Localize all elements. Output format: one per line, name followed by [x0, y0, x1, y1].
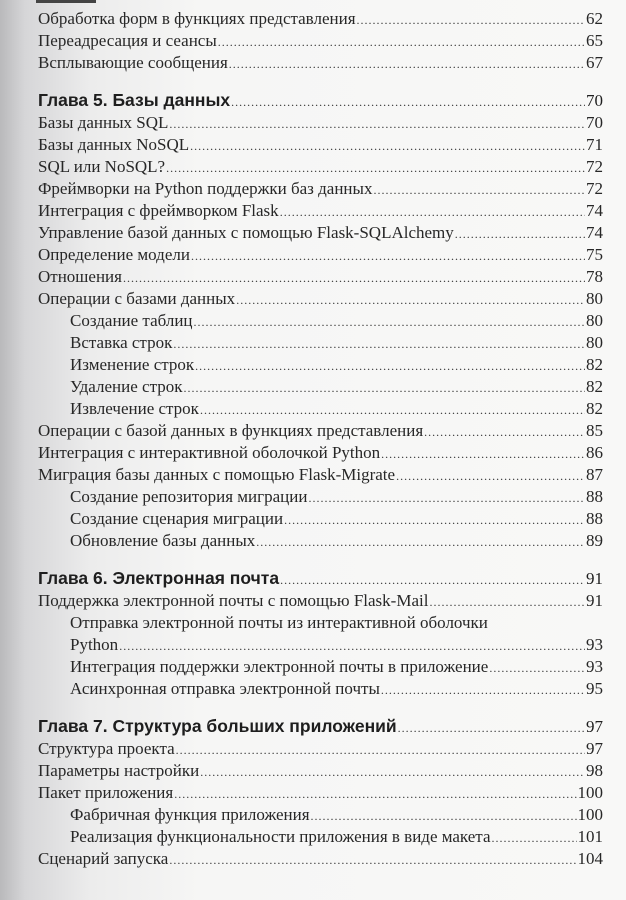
dot-leader [398, 716, 585, 740]
toc-entry [38, 508, 603, 530]
dot-leader [236, 289, 585, 311]
toc-entry [38, 30, 603, 52]
toc-entry [38, 376, 603, 398]
entry-page: 95 [586, 679, 603, 698]
entry-title: Создание сценария миграции [70, 509, 284, 528]
chapter-heading [38, 714, 603, 738]
entry-page: 67 [586, 53, 603, 72]
toc-entry [38, 134, 603, 156]
entry-title: SQL или NoSQL? [38, 157, 166, 176]
entry-page: 62 [586, 9, 603, 28]
chapter-heading [38, 566, 603, 590]
toc-entry [38, 634, 603, 656]
dot-leader [256, 531, 585, 553]
entry-title: Управление базой данных с помощью Flask-SQLAlchemy [38, 223, 454, 242]
chapter-page: 97 [586, 717, 603, 736]
entry-page: 89 [586, 531, 603, 550]
chapter-heading [38, 88, 603, 112]
dot-leader [229, 53, 585, 75]
entry-title: Поддержка электронной почты с помощью Flask-Mail [38, 591, 429, 610]
entry-title: Операции с базами данных [38, 289, 236, 308]
toc-entry [38, 266, 603, 288]
toc-entry [38, 442, 603, 464]
entry-page: 72 [586, 157, 603, 176]
entry-page: 98 [586, 761, 603, 780]
dot-leader [194, 311, 585, 333]
entry-page: 100 [577, 783, 603, 802]
entry-title: Структура проекта [38, 739, 175, 758]
dot-leader [308, 487, 585, 509]
entry-page: 74 [586, 223, 603, 242]
dot-leader [218, 31, 585, 53]
entry-title: Создание репозитория миграции [70, 487, 308, 506]
entry-page: 88 [586, 509, 603, 528]
entry-title: Определение модели [38, 245, 190, 264]
entry-title: Интеграция с фреймворком Flask [38, 201, 279, 220]
entry-page: 70 [586, 113, 603, 132]
dot-leader [429, 591, 585, 613]
entry-title-line: Отправка электронной почты из интерактивной оболочки [70, 613, 488, 632]
toc-entry [38, 398, 603, 420]
chapter-page: 91 [586, 569, 603, 588]
entry-page: 80 [586, 333, 603, 352]
dot-leader [284, 509, 585, 531]
toc-entry [38, 826, 603, 848]
entry-page: 100 [577, 805, 603, 824]
entry-title: Интеграция поддержки электронной почты в приложение [70, 657, 489, 676]
toc-entry [38, 244, 603, 266]
dot-leader [169, 849, 576, 871]
entry-title: Python [70, 635, 119, 654]
dot-leader [190, 135, 585, 157]
entry-title: Обновление базы данных [70, 531, 256, 550]
entry-title: Пакет приложения [38, 783, 174, 802]
toc-entry [38, 8, 603, 30]
toc-entry [38, 156, 603, 178]
entry-title: Удаление строк [70, 377, 183, 396]
toc-entry [38, 486, 603, 508]
dot-leader [373, 179, 585, 201]
entry-title: Сценарий запуска [38, 849, 169, 868]
toc-entry [38, 354, 603, 376]
entry-page: 93 [586, 635, 603, 654]
dot-leader [119, 635, 585, 657]
entry-page: 88 [586, 487, 603, 506]
entry-page: 104 [577, 849, 603, 868]
entry-title: Фабричная функция приложения [70, 805, 310, 824]
toc-entry [38, 52, 603, 74]
chapter-page: 70 [586, 91, 603, 110]
toc-entry [38, 760, 603, 782]
entry-page: 75 [586, 245, 603, 264]
dot-leader [166, 157, 585, 179]
toc-entry [38, 332, 603, 354]
dot-leader [176, 739, 585, 761]
dot-leader [381, 679, 585, 701]
toc-entry [38, 656, 603, 678]
dot-leader [489, 657, 585, 679]
dot-leader [455, 223, 585, 245]
toc-entry [38, 590, 603, 612]
entry-title: Асинхронная отправка электронной почты [70, 679, 380, 698]
entry-title: Всплывающие сообщения [38, 53, 228, 72]
dot-leader [357, 9, 585, 31]
entry-title: Миграция базы данных с помощью Flask-Migrate [38, 465, 396, 484]
toc-entry [38, 200, 603, 222]
toc-entry [38, 288, 603, 310]
toc-entry [38, 738, 603, 760]
table-of-contents [38, 8, 603, 870]
toc-entry [38, 848, 603, 870]
entry-page: 93 [586, 657, 603, 676]
toc-entry [38, 678, 603, 700]
dot-leader [231, 90, 585, 114]
entry-title: Извлечение строк [70, 399, 199, 418]
dot-leader [424, 421, 585, 443]
dot-leader [491, 827, 576, 849]
dot-leader [280, 568, 585, 592]
dot-leader [396, 465, 585, 487]
entry-page: 74 [586, 201, 603, 220]
entry-page: 82 [586, 399, 603, 418]
chapter-title: Глава 5. Базы данных [38, 90, 231, 110]
entry-page: 97 [586, 739, 603, 758]
chapter-title: Глава 7. Структура больших приложений [38, 716, 397, 736]
chapter-title: Глава 6. Электронная почта [38, 568, 280, 588]
entry-title: Переадресация и сеансы [38, 31, 217, 50]
entry-title: Обработка форм в функциях представления [38, 9, 356, 28]
entry-page: 80 [586, 289, 603, 308]
entry-title: Базы данных NoSQL [38, 135, 190, 154]
entry-title: Отношения [38, 267, 122, 286]
dot-leader [200, 399, 585, 421]
dot-leader [169, 113, 585, 135]
dot-leader [200, 761, 585, 783]
entry-title: Реализация функциональности приложения в виде макета [70, 827, 491, 846]
toc-entry [38, 112, 603, 134]
entry-title: Изменение строк [70, 355, 195, 374]
entry-title: Создание таблиц [70, 311, 193, 330]
entry-page: 87 [586, 465, 603, 484]
entry-title: Вставка строк [70, 333, 173, 352]
entry-title: Интеграция с интерактивной оболочкой Python [38, 443, 381, 462]
dot-leader [311, 805, 577, 827]
toc-entry [38, 782, 603, 804]
dot-leader [191, 245, 585, 267]
entry-page: 82 [586, 377, 603, 396]
dot-leader [174, 783, 576, 805]
toc-entry [38, 310, 603, 332]
dot-leader [183, 377, 585, 399]
cut-off-text-fragment [36, 0, 96, 3]
entry-page: 72 [586, 179, 603, 198]
toc-entry [38, 178, 603, 200]
dot-leader [173, 333, 585, 355]
dot-leader [123, 267, 585, 289]
entry-page: 86 [586, 443, 603, 462]
entry-page: 91 [586, 591, 603, 610]
toc-entry [38, 530, 603, 552]
entry-page: 71 [586, 135, 603, 154]
entry-page: 78 [586, 267, 603, 286]
toc-entry [38, 420, 603, 442]
dot-leader [195, 355, 585, 377]
dot-leader [381, 443, 585, 465]
toc-entry [38, 464, 603, 486]
toc-entry [38, 804, 603, 826]
entry-page: 101 [577, 827, 603, 846]
entry-page: 85 [586, 421, 603, 440]
entry-title: Операции с базой данных в функциях представления [38, 421, 424, 440]
entry-page: 82 [586, 355, 603, 374]
toc-entry [38, 222, 603, 244]
entry-title: Параметры настройки [38, 761, 200, 780]
entry-page: 65 [586, 31, 603, 50]
entry-page: 80 [586, 311, 603, 330]
dot-leader [280, 201, 585, 223]
entry-title: Базы данных SQL [38, 113, 169, 132]
entry-title: Фреймворки на Python поддержки баз данных [38, 179, 373, 198]
